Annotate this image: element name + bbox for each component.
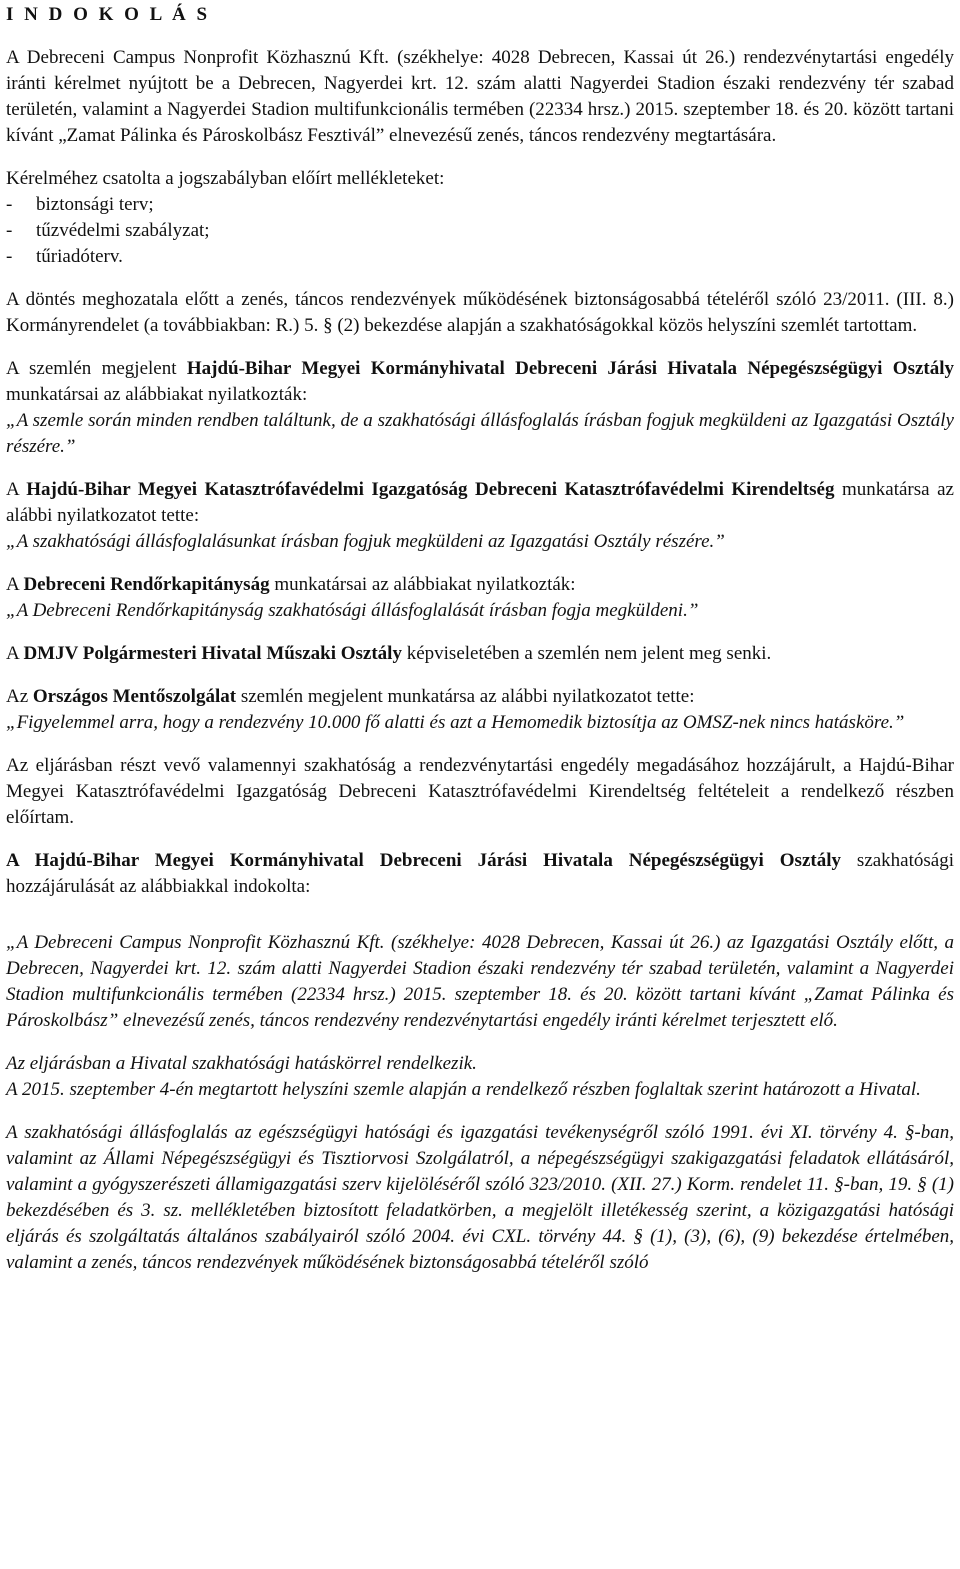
authority-name: DMJV Polgármesteri Hivatal Műszaki Osztály bbox=[23, 643, 402, 664]
list-dash: - bbox=[6, 194, 13, 215]
authority-name: Hajdú-Bihar Megyei Kormányhivatal Debreceni Járási Hivatala Népegészségügyi Osztály bbox=[186, 358, 954, 379]
paragraph-mayor-office bbox=[6, 641, 954, 667]
quote-ambulance bbox=[6, 710, 954, 736]
quote-health-authority bbox=[6, 408, 954, 460]
text-run: A bbox=[6, 479, 27, 500]
text-run: munkatársa az alábbi nyilatkozatot tette: bbox=[6, 479, 954, 526]
quoted-reasoning bbox=[6, 930, 954, 1276]
document-title: I N D O K O L Á S bbox=[6, 4, 211, 25]
text-run: munkatársai az alábbiakat nyilatkozták: bbox=[269, 574, 576, 595]
text-run: szakhatósági hozzájárulását az alábbiakkal indokolta: bbox=[6, 850, 954, 897]
list-item-text: biztonsági terv; bbox=[36, 194, 154, 215]
paragraph-ambulance bbox=[6, 684, 954, 710]
quoted-paragraph: Az eljárásban a Hivatal szakhatósági hatáskörrel rendelkezik. bbox=[6, 1053, 477, 1074]
quote-text: „A szakhatósági állásfoglalásunkat írásban fogjuk megküldeni az Igazgatási Osztály részére.” bbox=[6, 531, 725, 552]
quote-disaster-authority bbox=[6, 529, 954, 555]
paragraph-health-reasoning bbox=[6, 848, 954, 900]
quote-text: „Figyelemmel arra, hogy a rendezvény 10.000 fő alatti és azt a Hemomedik biztosítja az OMSZ-nek nincs hatásköre.” bbox=[6, 712, 905, 733]
text-run: szemlén megjelent munkatársa az alábbi nyilatkozatot tette: bbox=[236, 686, 695, 707]
authority-name: A Hajdú-Bihar Megyei Kormányhivatal Debreceni Járási Hivatala Népegészségügyi Osztály bbox=[6, 850, 841, 871]
paragraph-attachments-intro: Kérelméhez csatolta a jogszabályban előírt mellékleteket: bbox=[6, 168, 445, 189]
list-item bbox=[6, 244, 954, 270]
quoted-paragraph: „A Debreceni Campus Nonprofit Közhasznú Kft. (székhelye: 4028 Debrecen, Kassai út 26.) az Igazgatási Osztály előtt, a Debrecen, Nagyerdei krt. 12. szám alatti Nagyerdei Stadion északi rendezvény tér szabad területén, valamint a Nagyerdei Stadion multifunkcionális termében (22334 hrsz.) 2015. szeptember 18. és 20. között tartani kívánt „Zamat Pálinka és Pároskolbász” elnevezésű zenés, táncos rendezvény rendezvénytartási engedély iránti kérelmet terjesztett elő. bbox=[6, 932, 954, 1031]
list-item-text: tűriadóterv. bbox=[36, 246, 123, 267]
paragraph-inspection: A döntés meghozatala előtt a zenés, táncos rendezvények működésének biztonságosabbá tételéről szóló 23/2011. (III. 8.) Kormányrendelet (a továbbiakban: R.) 5. § (2) bekezdése alapján a szakhatóságokkal közös helyszíni szemlét tartottam. bbox=[6, 289, 954, 336]
list-item bbox=[6, 192, 954, 218]
authority-name: Hajdú-Bihar Megyei Katasztrófavédelmi Igazgatóság Debreceni Katasztrófavédelmi Kirendeltség bbox=[26, 479, 835, 500]
quoted-paragraph: A 2015. szeptember 4-én megtartott helyszíni szemle alapján a rendelkező részben foglaltak szerint határozott a Hivatal. bbox=[6, 1079, 921, 1100]
paragraph-approval: Az eljárásban részt vevő valamennyi szakhatóság a rendezvénytartási engedély megadásához hozzájárult, a Hajdú-Bihar Megyei Katasztrófavédelmi Igazgatóság Debreceni Katasztrófavédelmi Kirendeltség feltételeit a rendelkező részben előírtam. bbox=[6, 755, 954, 828]
list-item bbox=[6, 218, 954, 244]
paragraph-police bbox=[6, 572, 954, 598]
text-run: A bbox=[6, 643, 24, 664]
quote-police bbox=[6, 598, 954, 624]
attachments-list bbox=[6, 192, 954, 270]
authority-name: Debreceni Rendőrkapitányság bbox=[23, 574, 270, 595]
paragraph-health-authority bbox=[6, 356, 954, 408]
paragraph-disaster-authority bbox=[6, 477, 954, 529]
text-run: Az bbox=[6, 686, 33, 707]
text-run: képviseletében a szemlén nem jelent meg senki. bbox=[401, 643, 772, 664]
list-dash: - bbox=[6, 246, 13, 267]
list-dash: - bbox=[6, 220, 13, 241]
quote-text: „A Debreceni Rendőrkapitányság szakhatósági állásfoglalását írásban fogja megküldeni.” bbox=[6, 600, 699, 621]
quote-text: „A szemle során minden rendben találtunk, de a szakhatósági állásfoglalás írásban fogjuk megküldeni az Igazgatási Osztály részére.” bbox=[6, 410, 954, 457]
list-item-text: tűzvédelmi szabályzat; bbox=[36, 220, 210, 241]
authority-name: Országos Mentőszolgálat bbox=[32, 686, 237, 707]
quoted-paragraph: A szakhatósági állásfoglalás az egészségügyi hatósági és igazgatási tevékenységről szóló 1991. évi XI. törvény 4. §-ban, valamint az Állami Népegészségügyi és Tisztiorvosi Szolgálatról, a népegészségügyi szakigazgatási feladatok ellátásáról, valamint a gyógyszerészeti államigazgatási szerv kijelöléséről szóló 323/2010. (XII. 27.) Korm. rendelet 11. §-ban, 19. § (1) bekezdésében és 3. sz. mellékletében biztosított feladatkörben, a megjelölt illetékesség szerint, a közigazgatási hatósági eljárás és szolgáltatás általános szabályairól szóló 2004. évi CXL. törvény 44. § (1), (3), (6), (9) bekezdése értelmében, valamint a zenés, táncos rendezvények működésének biztonságosabbá tételéről szóló bbox=[6, 1122, 954, 1273]
text-run: munkatársai az alábbiakat nyilatkozták: bbox=[6, 384, 308, 405]
text-run: A szemlén megjelent bbox=[6, 358, 187, 379]
paragraph-request: A Debreceni Campus Nonprofit Közhasznú Kft. (székhelye: 4028 Debrecen, Kassai út 26.) rendezvénytartási engedély iránti kérelmet nyújtott be a Debrecen, Nagyerdei krt. 12. szám alatti Nagyerdei Stadion északi rendezvény tér szabad területén, valamint a Nagyerdei Stadion multifunkcionális termében (22334 hrsz.) 2015. szeptember 18. és 20. között tartani kívánt „Zamat Pálinka és Pároskolbász Fesztivál” elnevezésű zenés, táncos rendezvény megtartására. bbox=[6, 47, 954, 146]
text-run: A bbox=[6, 574, 24, 595]
